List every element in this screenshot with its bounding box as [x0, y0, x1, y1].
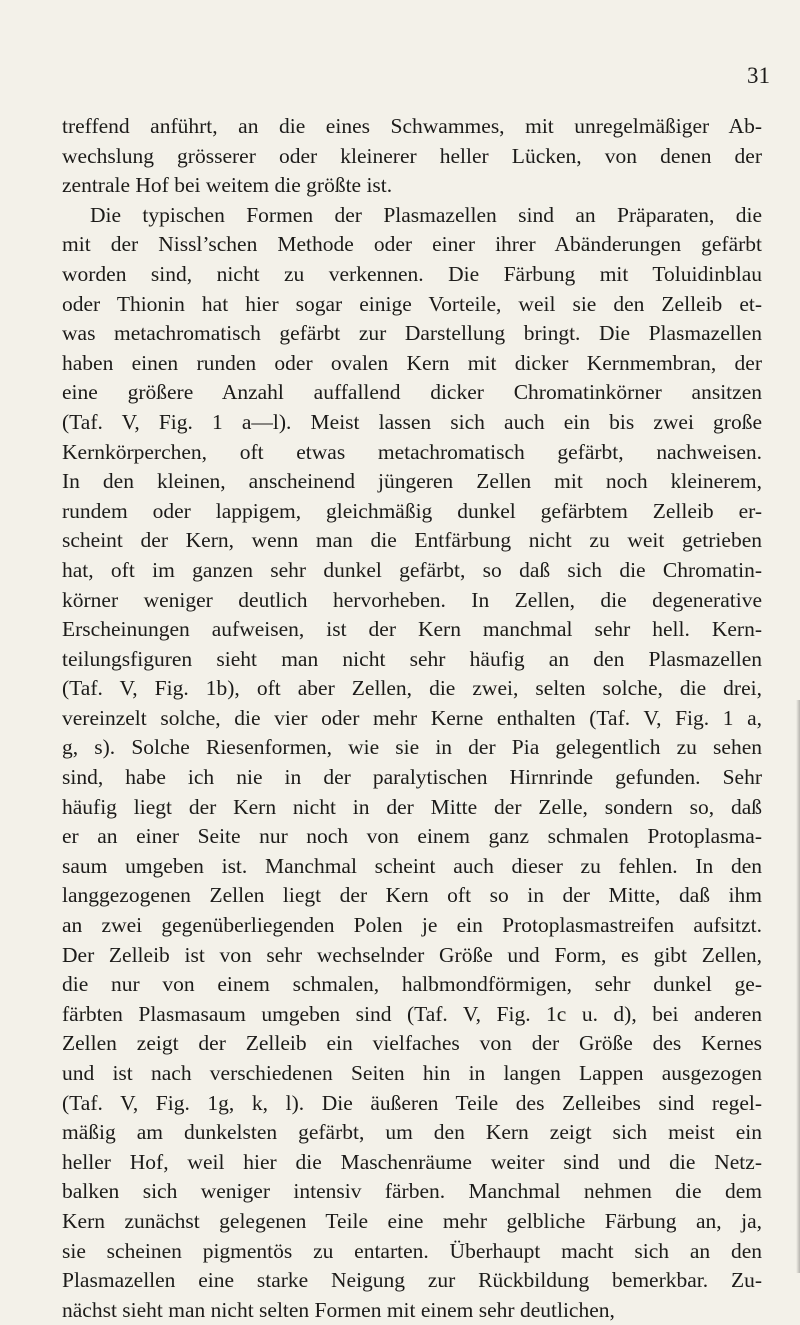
text-line: er an einer Seite nur noch von einem ganz schmalen Protoplasma-: [62, 824, 762, 849]
text-line: heller Hof, weil hier die Maschenräume weiter sind und die Netz-: [62, 1149, 762, 1174]
text-line: (Taf. V, Fig. 1g, k, l). Die äußeren Teile des Zelleibes sind regel-: [62, 1090, 762, 1115]
text-line: zentrale Hof bei weitem die größte ist.: [62, 173, 393, 198]
text-line: nächst sieht man nicht selten Formen mit einem sehr deutlichen,: [62, 1297, 615, 1322]
text-line: mäßig am dunkelsten gefärbt, um den Kern zeigt sich meist ein: [62, 1120, 762, 1145]
text-line: was metachromatisch gefärbt zur Darstellung bringt. Die Plasmazellen: [62, 321, 762, 346]
text-line: teilungsfiguren sieht man nicht sehr häufig an den Plasmazellen: [62, 646, 762, 671]
text-line: rundem oder lappigem, gleichmäßig dunkel gefärbtem Zelleib er-: [62, 498, 762, 523]
page-edge-shadow: [796, 700, 800, 1273]
text-line: vereinzelt solche, die vier oder mehr Kerne enthalten (Taf. V, Fig. 1 a,: [62, 705, 762, 730]
text-line: hat, oft im ganzen sehr dunkel gefärbt, so daß sich die Chromatin-: [62, 557, 762, 582]
text-line: g, s). Solche Riesenformen, wie sie in der Pia gelegentlich zu sehen: [62, 735, 762, 760]
text-line: Plasmazellen eine starke Neigung zur Rückbildung bemerkbar. Zu-: [62, 1268, 762, 1293]
text-line: sind, habe ich nie in der paralytischen Hirnrinde gefunden. Sehr: [62, 765, 762, 790]
text-line: Erscheinungen aufweisen, ist der Kern manchmal sehr hell. Kern-: [62, 617, 762, 642]
text-line: häufig liegt der Kern nicht in der Mitte der Zelle, sondern so, daß: [62, 794, 762, 819]
page-number: 31: [747, 63, 770, 88]
text-line: Zellen zeigt der Zelleib ein vielfaches von der Größe des Kernes: [62, 1031, 762, 1056]
text-line: oder Thionin hat hier sogar einige Vorteile, weil sie den Zelleib et-: [62, 291, 762, 316]
text-line: die nur von einem schmalen, halbmondförmigen, sehr dunkel ge-: [62, 972, 762, 997]
text-line: sie scheinen pigmentös zu entarten. Überhaupt macht sich an den: [62, 1238, 762, 1263]
text-line: (Taf. V, Fig. 1b), oft aber Zellen, die zwei, selten solche, die drei,: [62, 676, 762, 701]
text-line: langgezogenen Zellen liegt der Kern oft so in der Mitte, daß ihm: [62, 883, 762, 908]
text-line: Kernkörperchen, oft etwas metachromatisch gefärbt, nachweisen.: [62, 439, 762, 464]
paragraph-start-line: Die typischen Formen der Plasmazellen sind an Präparaten, die: [90, 202, 762, 227]
text-line: und ist nach verschiedenen Seiten hin in langen Lappen ausgezogen: [62, 1061, 762, 1085]
text-line: saum umgeben ist. Manchmal scheint auch dieser zu fehlen. In den: [62, 853, 762, 878]
text-line: mit der Nissl’schen Methode oder einer ihrer Abänderungen gefärbt: [62, 232, 762, 257]
text-line: In den kleinen, anscheinend jüngeren Zellen mit noch kleinerem,: [62, 469, 762, 494]
body-text: [62, 112, 762, 1325]
text-line: färbten Plasmasaum umgeben sind (Taf. V, Fig. 1c u. d), bei anderen: [62, 1001, 762, 1026]
text-line: worden sind, nicht zu verkennen. Die Färbung mit Toluidinblau: [62, 261, 762, 286]
text-line: haben einen runden oder ovalen Kern mit dicker Kernmembran, der: [62, 350, 762, 375]
text-line: Kern zunächst gelegenen Teile eine mehr gelbliche Färbung an, ja,: [62, 1208, 762, 1233]
text-line: körner weniger deutlich hervorheben. In Zellen, die degenerative: [62, 587, 762, 612]
text-line: eine größere Anzahl auffallend dicker Chromatinkörner ansitzen: [62, 380, 762, 405]
text-line: scheint der Kern, wenn man die Entfärbung nicht zu weit getrieben: [62, 528, 762, 553]
text-line: an zwei gegenüberliegenden Polen je ein Protoplasmastreifen aufsitzt.: [62, 913, 762, 938]
text-line: Der Zelleib ist von sehr wechselnder Größe und Form, es gibt Zellen,: [62, 942, 762, 967]
text-line: (Taf. V, Fig. 1 a—l). Meist lassen sich auch ein bis zwei große: [62, 409, 762, 434]
text-line: wechslung grösserer oder kleinerer heller Lücken, von denen der: [62, 143, 762, 168]
text-line: balken sich weniger intensiv färben. Manchmal nehmen die dem: [62, 1179, 762, 1204]
text-line: treffend anführt, an die eines Schwammes, mit unregelmäßiger Ab-: [62, 114, 762, 138]
